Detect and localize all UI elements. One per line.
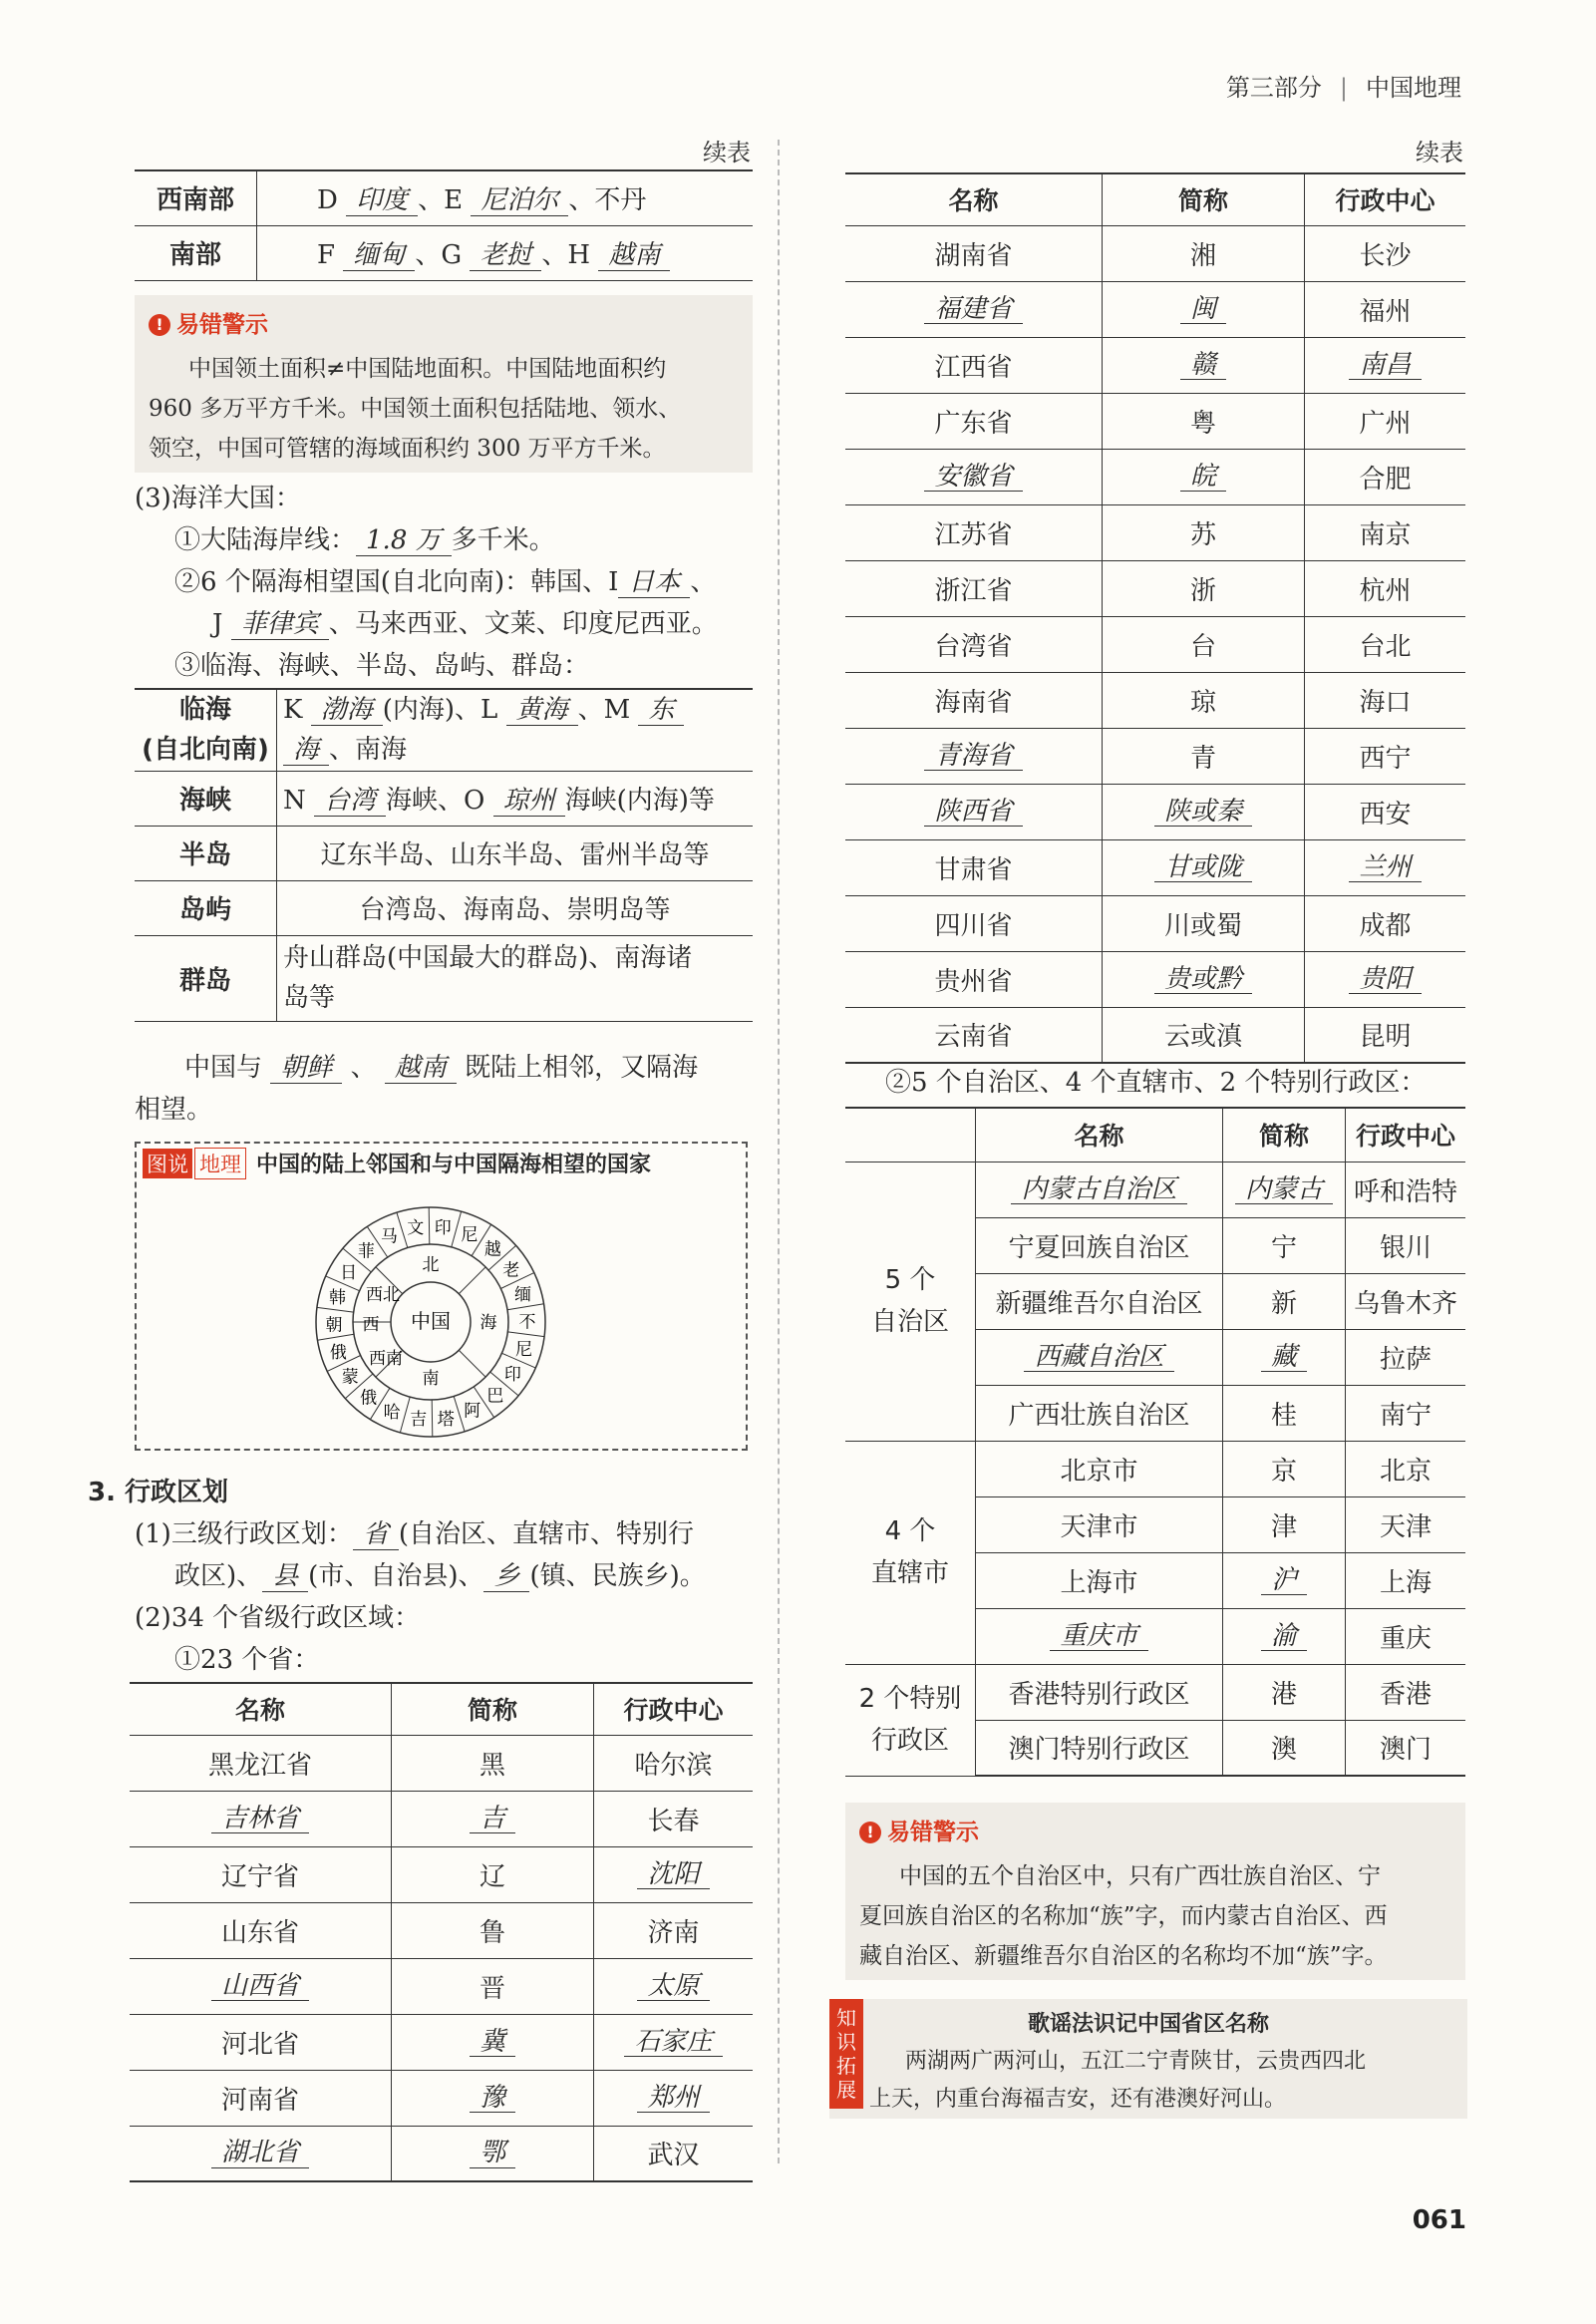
col-header: 名称 [130, 1683, 392, 1735]
table-cell: 琼 [1103, 672, 1305, 728]
answer-underline: 石家庄 [624, 2028, 722, 2058]
table-cell [1223, 1552, 1346, 1608]
table-cell [1103, 951, 1305, 1007]
region-label: 西南部 [135, 170, 257, 225]
table-cell: 苏 [1103, 504, 1305, 560]
table-cell: 武汉 [594, 2126, 754, 2181]
table-cell: 澳门特别行政区 [976, 1720, 1223, 1776]
table-cell: 京 [1223, 1441, 1346, 1496]
header-section: 第三部分 [1225, 74, 1322, 102]
exclamation-icon: ! [859, 1822, 881, 1843]
autonomous-intro: ②5 个自治区、4 个直辖市、2 个特别行政区： [885, 1068, 1427, 1098]
table-cell [1305, 337, 1466, 393]
table-cell: 济南 [594, 1902, 754, 1958]
answer-underline: 赣 [1180, 351, 1226, 381]
table-cell [392, 2126, 594, 2181]
answer-underline: 渝 [1261, 1622, 1307, 1652]
diagram-country-label: 越 [483, 1239, 501, 1260]
warning-box-2 [845, 1803, 1465, 1980]
table-cell: 湖南省 [845, 225, 1103, 281]
continue-label-left: 续表 [703, 139, 751, 166]
neighbors-sentence-end: 相望。 [135, 1095, 213, 1125]
sea-label: 半岛 [135, 826, 277, 880]
answer-underline: 豫 [470, 2084, 515, 2114]
table-cell: 宁夏回族自治区 [976, 1217, 1223, 1273]
extension-line: 上天，内重台海福吉安，还有港澳好河山。 [869, 2087, 1287, 2112]
answer-underline: 山西省 [211, 1972, 309, 2002]
table-cell: 青 [1103, 728, 1305, 784]
table-row [130, 1846, 753, 1902]
table-cell: 重庆 [1346, 1608, 1466, 1664]
sea-label: 海峡 [135, 771, 277, 826]
table-cell: 乌鲁木齐 [1346, 1273, 1466, 1329]
provinces-table-right [845, 172, 1465, 1064]
diagram-separator [507, 1332, 544, 1337]
diagram-separator [429, 1207, 430, 1244]
table-row [845, 504, 1465, 560]
col-header: 行政中心 [1346, 1108, 1466, 1162]
warning-line: 夏回族自治区的名称加“族”字，而内蒙古自治区、西 [859, 1903, 1388, 1929]
warning-title: ! 易错警示 [149, 305, 739, 345]
table-cell [392, 2070, 594, 2126]
exclamation-icon: ! [149, 314, 170, 336]
table-cell [130, 1958, 392, 2014]
diagram-country-label: 菲 [357, 1241, 375, 1262]
table-cell: 粤 [1103, 393, 1305, 449]
diagram-country-label: 俄 [360, 1388, 378, 1409]
table-cell: 海口 [1305, 672, 1466, 728]
table-cell: 呼和浩特 [1346, 1162, 1466, 1217]
table-cell: 桂 [1223, 1385, 1346, 1441]
extension-line: 两湖两广两河山，五江二宁青陕甘，云贵西四北 [905, 2049, 1367, 2074]
sea-neighbors-line: ②6 个隔海相望国(自北向南)：韩国、I 日本 、 [174, 567, 717, 597]
table-cell: 西安 [1305, 784, 1466, 839]
figure-title: 中国的陆上邻国和与中国隔海相望的国家 [256, 1153, 652, 1177]
table-row [845, 951, 1465, 1007]
table-cell: 贵州省 [845, 951, 1103, 1007]
figure-header [137, 1144, 746, 1183]
table-row [845, 672, 1465, 728]
diagram-country-label: 朝 [325, 1315, 343, 1336]
answer-underline: 鄂 [470, 2139, 515, 2168]
diagram-country-label: 尼 [461, 1225, 479, 1246]
diagram-country-label: 缅 [514, 1285, 532, 1306]
column-divider [778, 140, 780, 2163]
table-cell: 成都 [1305, 895, 1466, 951]
diagram-country-label: 老 [502, 1260, 520, 1281]
diagram-center: 中国 [411, 1309, 451, 1333]
answer-underline: 内蒙古自治区 [1011, 1175, 1186, 1205]
table-cell: 广东省 [845, 393, 1103, 449]
coastline-line: ①大陆海岸线： 1.8 万 多千米。 [174, 525, 555, 555]
answer-underline: 沈阳 [637, 1860, 709, 1890]
table-cell [392, 2014, 594, 2070]
table-cell: 甘肃省 [845, 839, 1103, 895]
diagram-country-label: 哈 [383, 1402, 401, 1423]
warning-box [135, 295, 753, 473]
warning-line: 960 多万平方千米。中国领土面积包括陆地、领水、 [149, 396, 682, 422]
table-cell: 台北 [1305, 616, 1466, 672]
table-cell [594, 2070, 754, 2126]
table-cell [1305, 951, 1466, 1007]
answer-underline: 皖 [1180, 463, 1226, 493]
running-header: 第三部分 | 中国地理 [1225, 74, 1461, 102]
answer-underline: 陕西省 [924, 798, 1022, 828]
region-label: 南部 [135, 225, 257, 280]
diagram-country-label: 阿 [464, 1401, 481, 1422]
admin-line: ①23 个省： [174, 1645, 320, 1675]
table-cell: 澳门 [1346, 1720, 1466, 1776]
group-label: 4 个 直辖市 [845, 1441, 976, 1664]
table-cell [1223, 1608, 1346, 1664]
sea-content: N 台湾 海峡、O 琼州 海峡(内海)等 [277, 771, 754, 826]
answer-underline: 沪 [1261, 1566, 1307, 1596]
table-cell: 新 [1223, 1273, 1346, 1329]
table-row [130, 2014, 753, 2070]
answer-underline: 陕或秦 [1154, 798, 1252, 828]
sea-content: 辽东半岛、山东半岛、雷州半岛等 [277, 826, 754, 880]
sea-neighbors-line2: J 菲律宾 、马来西亚、文莱、印度尼西亚。 [212, 609, 718, 639]
table-row [130, 1791, 753, 1846]
warning-title: ! 易错警示 [859, 1813, 1451, 1852]
admin-heading: 3. 行政区划 [88, 1478, 229, 1507]
answer-underline: 青海省 [924, 742, 1022, 772]
table-cell [594, 2014, 754, 2070]
table-cell: 浙 [1103, 560, 1305, 616]
ocean-heading: (3)海洋大国： [135, 484, 301, 513]
table-cell: 山东省 [130, 1902, 392, 1958]
warning-line: 领空，中国可管辖的海域面积约 300 万平方千米。 [149, 436, 666, 462]
table-row [845, 1162, 1465, 1217]
table-cell: 港 [1223, 1664, 1346, 1720]
table-cell: 四川省 [845, 895, 1103, 951]
answer-underline: 吉林省 [211, 1805, 309, 1834]
table-cell: 河南省 [130, 2070, 392, 2126]
admin-line: 政区)、 县 (市、自治县)、 乡 (镇、民族乡)。 [174, 1561, 706, 1591]
continue-label-right: 续表 [1416, 139, 1463, 166]
sea-label: 岛屿 [135, 880, 277, 935]
diagram-country-label: 韩 [329, 1288, 346, 1309]
extension-tag: 知 识 拓 展 [829, 1999, 863, 2109]
table-cell [1305, 839, 1466, 895]
answer-underline: 西藏自治区 [1024, 1343, 1173, 1373]
table-cell: 黑龙江省 [130, 1735, 392, 1791]
diagram-southwest: 西南 [369, 1349, 403, 1369]
table-cell [1103, 449, 1305, 504]
sea-label: 临海 (自北向南) [135, 689, 277, 771]
table-row [845, 337, 1465, 393]
col-header: 简称 [1223, 1108, 1346, 1162]
diagram-country-label: 马 [380, 1226, 398, 1247]
table-cell [1103, 839, 1305, 895]
sea-label: 群岛 [135, 935, 277, 1021]
table-cell [976, 1329, 1223, 1385]
answer-underline: 吉 [470, 1805, 515, 1834]
neighbors-diagram [137, 1187, 746, 1447]
col-header: 简称 [1103, 173, 1305, 225]
table-cell: 杭州 [1305, 560, 1466, 616]
diagram-separator [397, 1212, 408, 1247]
warning-line: 中国领土面积≠中国陆地面积。中国陆地面积约 [188, 356, 667, 382]
region-content: D 印度 、E 尼泊尔 、不丹 [257, 170, 754, 225]
diagram-country-label: 塔 [437, 1409, 455, 1430]
answer-underline: 太原 [637, 1972, 709, 2002]
answer-underline: 藏 [1261, 1343, 1307, 1373]
diagram-country-label: 尼 [515, 1339, 532, 1360]
table-row [130, 2070, 753, 2126]
sea-content: K 渤海 (内海)、L 黄海 、M 东 海 、南海 [277, 689, 754, 771]
table-cell: 海南省 [845, 672, 1103, 728]
answer-underline: 安徽省 [924, 463, 1022, 493]
diagram-north: 北 [422, 1255, 440, 1275]
diagram-country-label: 巴 [486, 1386, 504, 1407]
table-row [845, 449, 1465, 504]
border-neighbors-table [135, 169, 753, 281]
diagram-east: 海 [479, 1313, 497, 1333]
diagram-separator [452, 1211, 462, 1247]
group-label: 5 个 自治区 [845, 1162, 976, 1441]
neighbors-sentence: 中国与 朝鲜 、 越南 既陆上相邻，又隔海 [184, 1053, 699, 1083]
header-subject: 中国地理 [1366, 74, 1461, 102]
table-cell [845, 449, 1103, 504]
table-cell: 银川 [1346, 1217, 1466, 1273]
diagram-separator [400, 1397, 410, 1433]
region-content: F 缅甸 、G 老挝 、H 越南 [257, 225, 754, 280]
answer-underline: 冀 [470, 2028, 515, 2058]
extension-title: 歌谣法识记中国省区名称 [1027, 2012, 1269, 2037]
table-cell: 上海 [1346, 1552, 1466, 1608]
table-cell [1223, 1329, 1346, 1385]
table-cell [976, 1608, 1223, 1664]
col-header: 简称 [392, 1683, 594, 1735]
warning-line: 中国的五个自治区中，只有广西壮族自治区、宁 [899, 1863, 1381, 1889]
table-cell [594, 1846, 754, 1902]
col-header: 名称 [845, 173, 1103, 225]
sea-content: 台湾岛、海南岛、崇明岛等 [277, 880, 754, 935]
table-row [845, 393, 1465, 449]
table-row [130, 1735, 753, 1791]
answer-underline: 兰州 [1349, 853, 1421, 883]
knowledge-extension-box [829, 1999, 1467, 2119]
table-cell: 云南省 [845, 1007, 1103, 1063]
table-cell: 福州 [1305, 281, 1466, 337]
warning-line: 藏自治区、新疆维吾尔自治区的名称均不加“族”字。 [859, 1943, 1388, 1969]
table-cell: 宁 [1223, 1217, 1346, 1273]
table-cell: 黑 [392, 1735, 594, 1791]
table-cell: 辽 [392, 1846, 594, 1902]
table-cell: 鲁 [392, 1902, 594, 1958]
group-label: 2 个特别 行政区 [845, 1664, 976, 1776]
answer-underline: 郑州 [637, 2084, 709, 2114]
table-cell: 北京市 [976, 1441, 1223, 1496]
seas-table [135, 688, 753, 1022]
table-cell [845, 784, 1103, 839]
sea-content: 舟山群岛(中国最大的群岛)、南海诸 岛等 [277, 935, 754, 1021]
table-cell: 长春 [594, 1791, 754, 1846]
figure-tag: 地理 [194, 1148, 246, 1179]
figure-box [135, 1142, 748, 1451]
table-cell: 云或滇 [1103, 1007, 1305, 1063]
table-cell: 江苏省 [845, 504, 1103, 560]
table-cell: 南京 [1305, 504, 1466, 560]
table-cell: 辽宁省 [130, 1846, 392, 1902]
table-cell: 江西省 [845, 337, 1103, 393]
diagram-country-label: 不 [518, 1312, 536, 1333]
table-row [845, 560, 1465, 616]
table-cell: 拉萨 [1346, 1329, 1466, 1385]
table-cell [1223, 1162, 1346, 1217]
table-cell [976, 1162, 1223, 1217]
diagram-country-label: 文 [407, 1218, 425, 1239]
table-row [845, 225, 1465, 281]
provinces-table-left [130, 1682, 753, 2182]
answer-underline: 福建省 [924, 295, 1022, 325]
diagram-country-label: 印 [503, 1365, 521, 1386]
table-cell [1103, 784, 1305, 839]
table-cell: 合肥 [1305, 449, 1466, 504]
diagram-country-label: 日 [340, 1262, 358, 1283]
table-cell: 香港特别行政区 [976, 1664, 1223, 1720]
col-header: 行政中心 [1305, 173, 1466, 225]
answer-underline: 甘或陇 [1154, 853, 1252, 883]
table-cell [845, 728, 1103, 784]
figure-tag: 图说 [143, 1149, 192, 1178]
table-row [845, 616, 1465, 672]
table-cell: 上海市 [976, 1552, 1223, 1608]
page-number: 061 [1412, 2205, 1466, 2235]
table-row [845, 784, 1465, 839]
table-cell: 浙江省 [845, 560, 1103, 616]
diagram-country-label: 蒙 [341, 1367, 359, 1388]
answer-underline: 贵阳 [1349, 965, 1421, 995]
table-cell: 津 [1223, 1496, 1346, 1552]
diagram-northwest: 西北 [366, 1285, 400, 1305]
col-header: 行政中心 [594, 1683, 754, 1735]
answer-underline: 湖北省 [211, 2139, 309, 2168]
table-cell: 南宁 [1346, 1385, 1466, 1441]
table-cell: 哈尔滨 [594, 1735, 754, 1791]
table-cell: 天津市 [976, 1496, 1223, 1552]
table-cell [594, 1958, 754, 2014]
admin-line: (2)34 个省级行政区域： [135, 1603, 421, 1633]
answer-underline: 重庆市 [1050, 1622, 1147, 1652]
diagram-country-label: 印 [434, 1217, 452, 1238]
diagram-separator [432, 1400, 433, 1437]
table-cell: 香港 [1346, 1664, 1466, 1720]
col-header-empty [845, 1108, 976, 1162]
table-cell: 湘 [1103, 225, 1305, 281]
table-cell: 昆明 [1305, 1007, 1466, 1063]
table-cell [130, 2126, 392, 2181]
table-row [130, 1902, 753, 1958]
table-cell: 长沙 [1305, 225, 1466, 281]
table-cell: 天津 [1346, 1496, 1466, 1552]
answer-underline: 南昌 [1349, 351, 1421, 381]
table-cell [1103, 337, 1305, 393]
table-row [845, 1441, 1465, 1496]
table-cell: 台湾省 [845, 616, 1103, 672]
table-cell: 澳 [1223, 1720, 1346, 1776]
answer-underline: 内蒙古 [1235, 1175, 1333, 1205]
table-row [845, 728, 1465, 784]
answer-underline: 贵或黔 [1154, 965, 1252, 995]
table-cell: 川或蜀 [1103, 895, 1305, 951]
table-cell: 新疆维吾尔自治区 [976, 1273, 1223, 1329]
table-cell [130, 1791, 392, 1846]
table-cell: 广州 [1305, 393, 1466, 449]
diagram-country-label: 吉 [410, 1410, 428, 1431]
table-row [845, 1664, 1465, 1720]
diagram-country-label: 俄 [329, 1342, 347, 1363]
table-row [130, 2126, 753, 2181]
table-cell: 台 [1103, 616, 1305, 672]
diagram-west: 西 [362, 1315, 380, 1335]
table-row [845, 839, 1465, 895]
table-cell: 西宁 [1305, 728, 1466, 784]
table-row [845, 895, 1465, 951]
table-cell [392, 1791, 594, 1846]
table-cell: 河北省 [130, 2014, 392, 2070]
answer-underline: 闽 [1180, 295, 1226, 325]
table-cell: 广西壮族自治区 [976, 1385, 1223, 1441]
seas-line: ③临海、海峡、半岛、岛屿、群岛： [174, 651, 590, 681]
table-cell [845, 281, 1103, 337]
col-header: 名称 [976, 1108, 1223, 1162]
admin-line: (1)三级行政区划： 省 (自治区、直辖市、特别行 [135, 1519, 695, 1549]
autonomous-table [845, 1107, 1465, 1777]
diagram-south: 南 [422, 1369, 440, 1389]
table-row [130, 1958, 753, 2014]
table-row [845, 281, 1465, 337]
table-row [845, 1007, 1465, 1063]
table-cell: 晋 [392, 1958, 594, 2014]
table-cell: 北京 [1346, 1441, 1466, 1496]
table-cell [1103, 281, 1305, 337]
